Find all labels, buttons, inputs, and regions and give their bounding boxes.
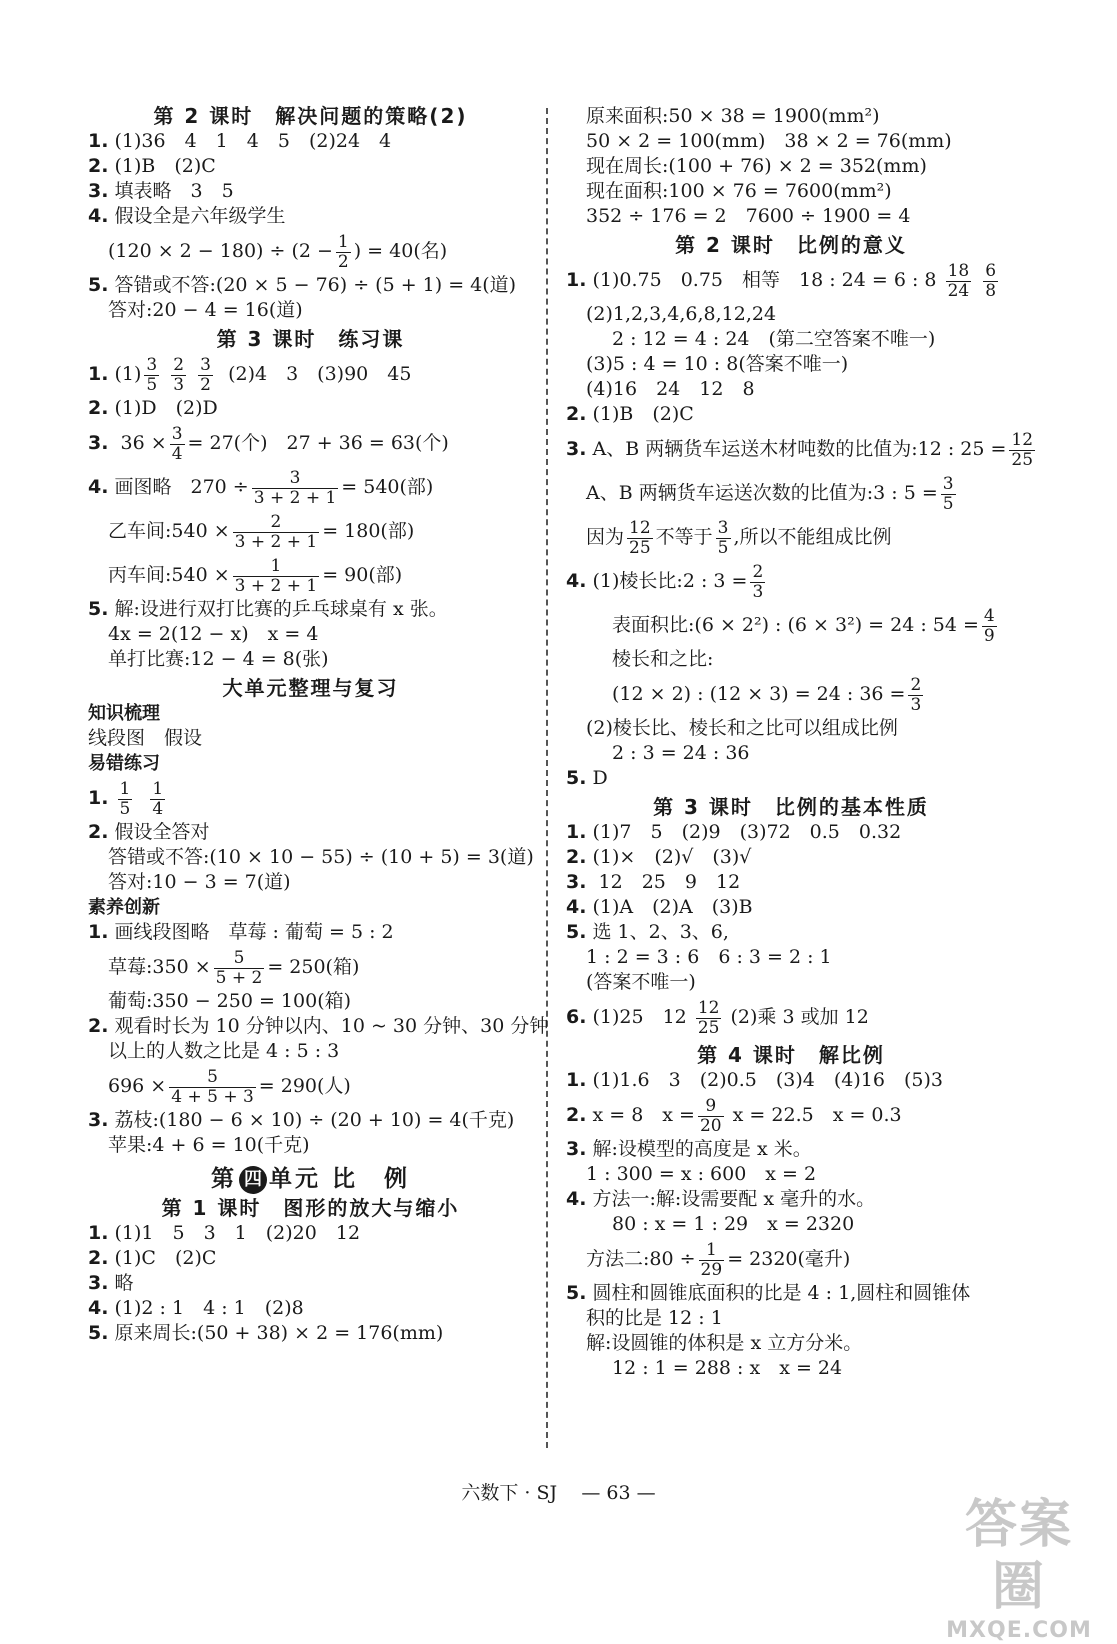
answer-line: 50 × 2 = 100(mm) 38 × 2 = 76(mm) <box>586 130 952 152</box>
answer-line: 答对:20 − 4 = 16(道) <box>108 299 303 321</box>
section-heading: 第 3 课时 练习课 <box>216 327 405 351</box>
answer-line: 5. 解:设进行双打比赛的乒乓球桌有 x 张。 <box>88 598 448 620</box>
fraction: $\frac{12}{25}$ <box>629 517 651 558</box>
right-column <box>566 104 1034 1381</box>
fraction: $\frac{5}{4 + 5 + 3}$ <box>171 1066 254 1107</box>
section-heading: 大单元整理与复习 <box>222 676 399 700</box>
fraction: $\frac{1}{29}$ <box>700 1239 723 1280</box>
fraction: $\frac{1}{5}$ <box>119 778 131 819</box>
watermark-title: 答案圈 <box>964 1495 1073 1617</box>
answer-line: 2. (1)B (2)C <box>566 403 694 425</box>
fraction: $\frac{3}{4}$ <box>171 423 183 464</box>
answer-line: (3)5 : 4 = 10 : 8(答案不唯一) <box>586 353 849 375</box>
answer-line: 1. $\frac{1}{5}$ $\frac{1}{4}$ <box>88 778 164 819</box>
fraction: $\frac{2}{3 + 2 + 1}$ <box>234 511 318 552</box>
answer-line: (4)16 24 12 8 <box>586 378 755 400</box>
answer-line: 苹果:4 + 6 = 10(千克) <box>108 1134 310 1156</box>
answer-line: 6. (1)25 12 $\frac{12}{25}$ (2)乘 3 或加 12 <box>566 997 869 1038</box>
answer-line: (2)1,2,3,4,6,8,12,24 <box>586 303 777 325</box>
answer-line: 1. (1)1 5 3 1 (2)20 12 <box>88 1222 361 1244</box>
answer-line: 1. (1)36 4 1 4 5 (2)24 4 <box>88 130 392 152</box>
answer-line: 4. (1)A (2)A (3)B <box>566 896 753 918</box>
answer-line: 3. 36 × $\frac{3}{4}$ = 27(个) 27 + 36 = 63(个) <box>88 423 449 464</box>
fraction: $\frac{2}{3}$ <box>910 674 922 715</box>
unit-number-badge: 四 <box>239 1166 267 1194</box>
answer-line: 草莓:350 × $\frac{5}{5 + 2}$ = 250(箱) <box>108 947 360 988</box>
fraction: $\frac{1}{2}$ <box>337 231 349 272</box>
answer-line: 5. D <box>566 767 608 789</box>
answer-line: 3. A、B 两辆货车运送木材吨数的比值为:12 : 25 = $\frac{12}{25}$ <box>566 429 1034 470</box>
answer-line: 原来面积:50 × 38 = 1900(mm²) <box>586 105 880 127</box>
answer-line: 2. 观看时长为 10 分钟以内、10 ~ 30 分钟、30 分钟 <box>88 1015 549 1037</box>
answer-line: (120 × 2 − 180) ÷ (2 − $\frac{1}{2}$ ) = 40(名) <box>108 231 448 272</box>
answer-line: 方法二:80 ÷ $\frac{1}{29}$ = 2320(毫升) <box>586 1239 851 1280</box>
fraction: $\frac{12}{25}$ <box>1011 429 1034 470</box>
answer-line: 丙车间:540 × $\frac{1}{3 + 2 + 1}$ = 90(部) <box>108 555 403 596</box>
answer-line: 5. 答错或不答:(20 × 5 − 76) ÷ (5 + 1) = 4(道) <box>88 274 517 296</box>
answer-line: 4. 画图略 270 ÷ $\frac{3}{3 + 2 + 1}$ = 540(部) <box>88 467 434 508</box>
fraction: $\frac{3}{5}$ <box>146 354 158 395</box>
section-heading: 第 4 课时 解比例 <box>697 1043 885 1067</box>
fraction: $\frac{9}{20}$ <box>699 1095 722 1136</box>
answer-line: 80 : x = 1 : 29 x = 2320 <box>612 1213 855 1235</box>
section-heading: 第 3 课时 比例的基本性质 <box>653 795 929 819</box>
answer-line: 2. (1)× (2)√ (3)√ <box>566 846 752 868</box>
answer-line: 以上的人数之比是 4 : 5 : 3 <box>108 1040 340 1062</box>
watermark-logo <box>939 1494 1099 1643</box>
answer-line: 现在面积:100 × 76 = 7600(mm²) <box>586 180 892 202</box>
subsection-label: 知识梳理 <box>88 703 160 724</box>
answer-line: 2 : 12 = 4 : 24 (第二空答案不唯一) <box>612 328 936 350</box>
section-heading: 第 1 课时 图形的放大与缩小 <box>161 1196 460 1220</box>
fraction: $\frac{1}{4}$ <box>152 778 164 819</box>
answer-line: 3. 解:设模型的高度是 x 米。 <box>566 1138 812 1160</box>
answer-line: 2. (1)B (2)C <box>88 155 216 177</box>
answer-line: (12 × 2) : (12 × 3) = 24 : 36 = $\frac{2}{3}$ <box>612 674 922 715</box>
subsection-label: 易错练习 <box>88 753 160 774</box>
answer-line: 3. 荔枝:(180 − 6 × 10) ÷ (20 + 10) = 4(千克) <box>88 1109 515 1131</box>
column-divider <box>546 108 548 1448</box>
fraction: $\frac{3}{5}$ <box>942 473 954 514</box>
answer-line: (2)棱长比、棱长和之比可以组成比例 <box>586 717 898 739</box>
answer-line: 解:设圆锥的体积是 x 立方分米。 <box>586 1332 863 1354</box>
answer-line: 1 : 300 = x : 600 x = 2 <box>586 1163 817 1185</box>
answer-line: 表面积比:(6 × 2²) : (6 × 3²) = 24 : 54 = $\frac{4}{9}$ <box>612 605 995 646</box>
answer-line: 1. (1)1.6 3 (2)0.5 (3)4 (4)16 (5)3 <box>566 1069 943 1091</box>
watermark-url: MXQE.COM <box>946 1618 1092 1643</box>
fraction: $\frac{3}{5}$ <box>717 517 729 558</box>
answer-line: 2. (1)C (2)C <box>88 1247 217 1269</box>
answer-line: A、B 两辆货车运送次数的比值为:3 : 5 = $\frac{3}{5}$ <box>586 473 954 514</box>
answer-line: 1. (1)7 5 (2)9 (3)72 0.5 0.32 <box>566 821 902 843</box>
answer-line: 3. 略 <box>88 1272 134 1294</box>
answer-line: 答对:10 − 3 = 7(道) <box>108 871 291 893</box>
answer-line: 现在周长:(100 + 76) × 2 = 352(mm) <box>586 155 927 177</box>
fraction: $\frac{3}{3 + 2 + 1}$ <box>253 467 337 508</box>
answer-line: 1 : 2 = 3 : 6 6 : 3 = 2 : 1 <box>586 946 832 968</box>
fraction: $\frac{1}{3 + 2 + 1}$ <box>234 555 318 596</box>
fraction: $\frac{2}{3}$ <box>752 561 764 602</box>
answer-line: 352 ÷ 176 = 2 7600 ÷ 1900 = 4 <box>586 205 911 227</box>
answer-line: 4. 假设全是六年级学生 <box>88 205 286 227</box>
answer-line: 3. 12 25 9 12 <box>566 871 741 893</box>
fraction: $\frac{3}{2}$ <box>200 354 211 395</box>
section-heading: 第 2 课时 解决问题的策略(2) <box>153 104 468 128</box>
answer-line: 4. (1)棱长比:2 : 3 = $\frac{2}{3}$ <box>566 561 764 602</box>
answer-line: 12 : 1 = 288 : x x = 24 <box>612 1357 843 1379</box>
answer-line: 4. 方法一:解:设需要配 x 毫升的水。 <box>566 1188 876 1210</box>
answer-line: 2. x = 8 x = $\frac{9}{20}$ x = 22.5 x = 0.3 <box>566 1095 902 1136</box>
answer-line: 2. (1)D (2)D <box>88 397 218 419</box>
left-column <box>88 104 549 1346</box>
subsection-label: 素养创新 <box>88 897 160 918</box>
answer-line: 5. 选 1、2、3、6, <box>566 921 729 943</box>
answer-line: 乙车间:540 × $\frac{2}{3 + 2 + 1}$ = 180(部) <box>108 511 415 552</box>
answer-line: 线段图 假设 <box>88 727 203 749</box>
fraction: $\frac{2}{3}$ <box>173 354 185 395</box>
book-label: 六数下 · SJ <box>461 1482 558 1504</box>
answer-line: 3. 填表略 3 5 <box>88 180 234 202</box>
answer-line: 单打比赛:12 − 4 = 8(张) <box>108 648 329 670</box>
answer-line: (答案不唯一) <box>586 971 696 993</box>
fraction: $\frac{6}{8}$ <box>985 260 997 301</box>
fraction: $\frac{12}{25}$ <box>697 997 720 1038</box>
answer-line: 1. 画线段图略 草莓 : 葡萄 = 5 : 2 <box>88 921 394 943</box>
answer-line: 积的比是 12 : 1 <box>586 1307 723 1329</box>
page-number: — 63 — <box>581 1482 656 1504</box>
answer-line: 5. 原来周长:(50 + 38) × 2 = 176(mm) <box>88 1322 444 1344</box>
answer-line: 葡萄:350 − 250 = 100(箱) <box>108 990 352 1012</box>
answer-line: 696 × $\frac{5}{4 + 5 + 3}$ = 290(人) <box>108 1066 351 1107</box>
section-heading: 第 2 课时 比例的意义 <box>675 233 907 257</box>
answer-line: 1. (1) $\frac{3}{5}$ $\frac{2}{3}$ $\frac{3}{2}$ (2)4 3 (3)90 45 <box>88 354 412 395</box>
fraction: $\frac{4}{9}$ <box>983 605 995 646</box>
answer-line: 4. (1)2 : 1 4 : 1 (2)8 <box>88 1297 304 1319</box>
answer-line: 答错或不答:(10 × 10 − 55) ÷ (10 + 5) = 3(道) <box>108 846 534 868</box>
answer-line: 2. 假设全答对 <box>88 821 210 843</box>
fraction: $\frac{5}{5 + 2}$ <box>215 947 263 988</box>
answer-line: 1. (1)0.75 0.75 相等 18 : 24 = 6 : 8 $\frac{18}{24}$ $\frac{6}{8}$ <box>566 260 997 301</box>
unit-heading: 第 四 单元 比 例 <box>210 1166 410 1192</box>
answer-line: 2 : 3 = 24 : 36 <box>612 742 750 764</box>
fraction: $\frac{18}{24}$ <box>947 260 970 301</box>
answer-line: 因为 $\frac{12}{25}$ 不等于 $\frac{3}{5}$ ,所以不能组成比例 <box>586 517 892 558</box>
answer-line: 5. 圆柱和圆锥底面积的比是 4 : 1,圆柱和圆锥体 <box>566 1282 971 1304</box>
answer-line: 棱长和之比: <box>612 648 714 670</box>
answer-line: 4x = 2(12 − x) x = 4 <box>108 623 319 645</box>
